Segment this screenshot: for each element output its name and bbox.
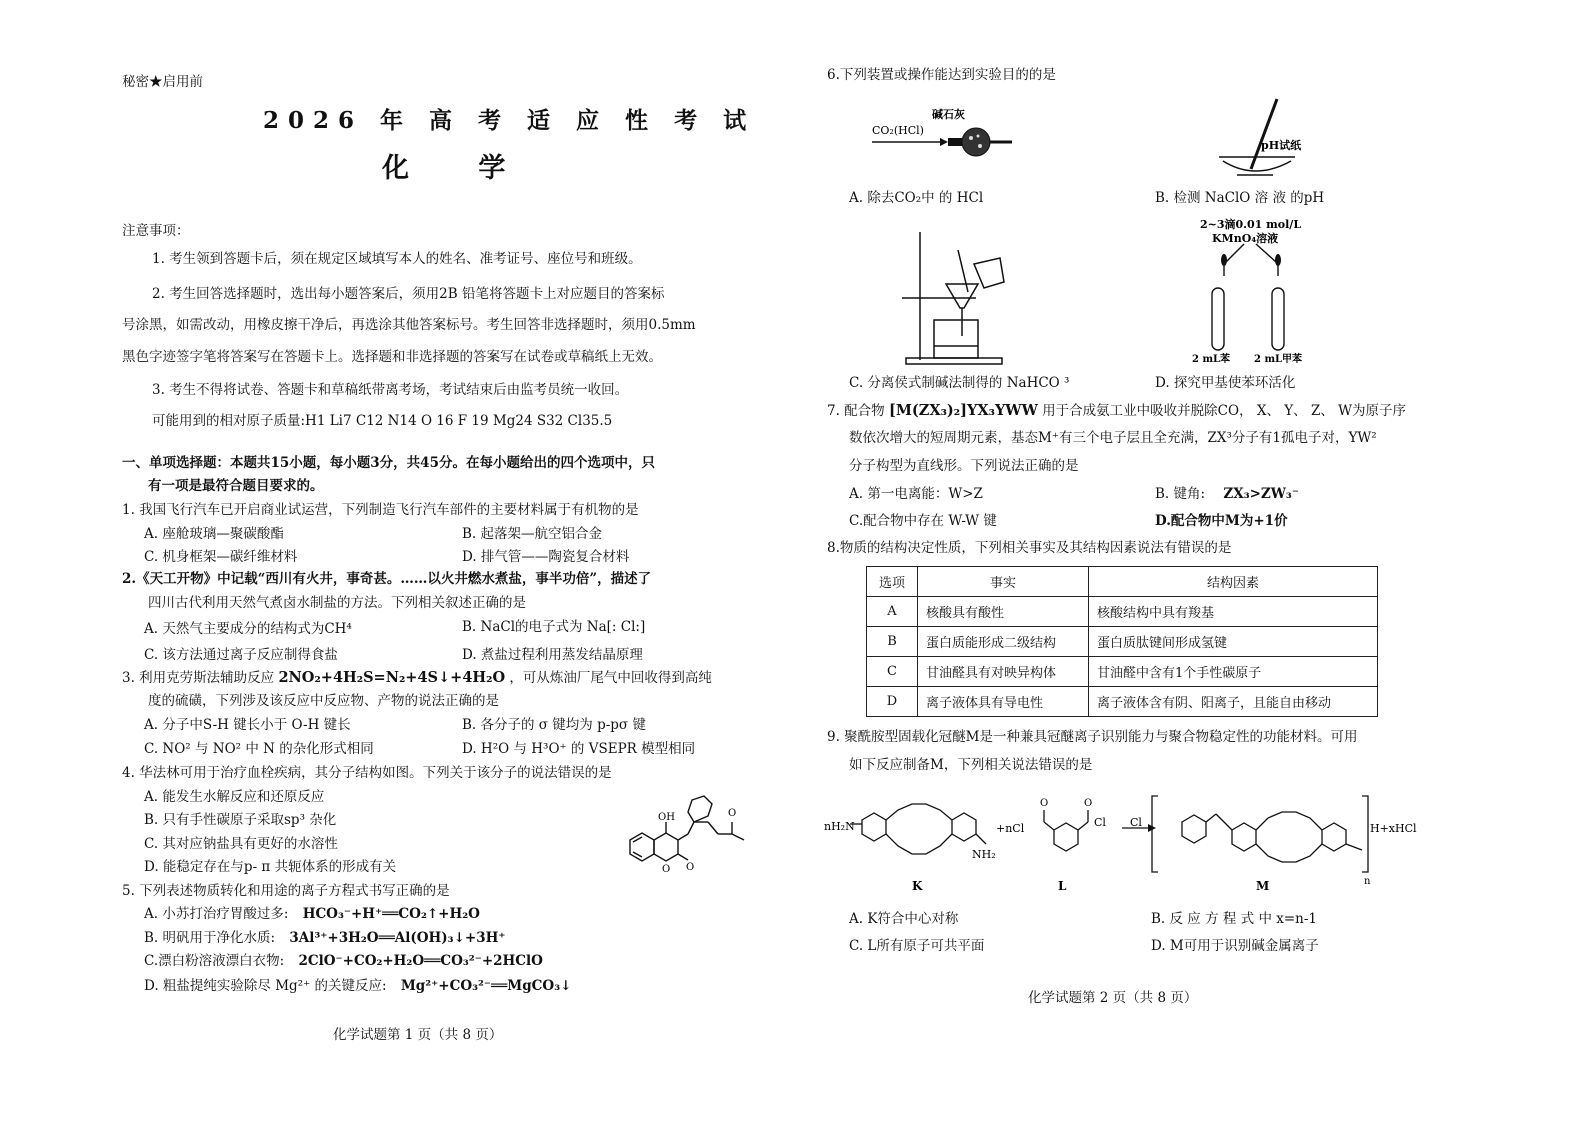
q7-option-b-text: B. 键角: [1155,486,1206,502]
q3-option-d: D. H²O 与 H³O⁺ 的 VSEPR 模型相同 [462,741,696,757]
q9-label-l: L [1058,879,1067,893]
notice-3: 3. 考生不得将试卷、答题卡和草稿纸带离考场，考试结束后由监考员统一收回。 [152,382,629,398]
q3-option-c: C. NO² 与 NO² 中 N 的杂化形式相同 [144,741,374,757]
notice-title: 注意事项： [122,223,190,239]
table-cell: 核酸具有酸性 [918,597,1089,627]
table-cell: D [867,687,918,717]
q7-option-b [1155,485,1299,503]
q3-stem-a: 3. 利用克劳斯法辅助反应 [122,670,275,686]
q7-stem-b: 用于合成氨工业中吸收并脱除CO， X、 Y、 Z、 W为原子序 [1042,403,1407,419]
q9-label-m: M [1256,879,1270,893]
q3-option-b: B. 各分子的 σ 键均为 p-pσ 键 [462,717,646,733]
svg-text:O: O [1084,798,1093,809]
q7-stem-2: 数依次增大的短周期元素，基态M⁺有三个电子层且全充满，ZX³分子有1孤电子对，YW² [849,430,1377,446]
svg-text:+nCl: +nCl [996,822,1025,835]
q7-option-c: C.配合物中存在 W-W 键 [849,513,997,529]
table-cell: B [867,627,918,657]
q7-option-a: A. 第一电离能：W>Z [849,486,983,502]
q7-stem [827,402,1406,420]
table-row [867,597,1378,627]
q4-option-c: C. 其对应钠盐具有更好的水溶性 [144,836,338,852]
notice-2b: 号涂黑，如需改动，用橡皮擦干净后，再选涂其他答案标号。考生回答非选择题时，须用0.5mm [122,317,696,333]
table-cell: 离子液体含有阴、阳离子，且能自由移动 [1089,687,1378,717]
q3-equation: 2NO₂+4H₂S=N₂+4S↓+4H₂O [278,669,506,686]
atomic-masses: 可能用到的相对原子质量:H1 Li7 C12 N14 O 16 F 19 Mg24 S32 Cl35.5 [152,413,613,429]
svg-text:O: O [662,864,671,875]
table-cell: 甘油醛中含有1个手性碳原子 [1089,657,1378,687]
notice-2: 2. 考生回答选择题时，选出每小题答案后，须用2B 铅笔将答题卡上对应题目的答案标 [152,286,665,302]
page-1-footer: 化学试题第 1 页（共 8 页） [333,1027,503,1043]
q8-table [866,566,1378,717]
secret-mark: 秘密★启用前 [122,74,203,90]
q4-option-b: B. 只有手性碳原子采取sp³ 杂化 [144,812,337,828]
q5-option-d-eq: Mg²⁺+CO₃²⁻══MgCO₃↓ [400,978,572,994]
q9-option-b: B. 反 应 方 程 式 中 x=n-1 [1151,911,1318,927]
q7-formula: [M(ZX₃)₂]YX₃YWW [888,402,1038,419]
q5-option-b-eq: 3Al³⁺+3H₂O══Al(OH)₃↓+3H⁺ [289,930,506,946]
q6-option-b: B. 检测 NaClO 溶 液 的pH [1155,190,1325,206]
q6-fig-a-gas: CO₂(HCl) [872,124,924,137]
q2-option-d: D. 煮盐过程利用蒸发结晶原理 [462,647,643,663]
svg-text:O: O [728,808,737,819]
notice-1: 1. 考生领到答题卡后，须在规定区域填写本人的姓名、准考证号、座位号和班级。 [152,251,642,267]
table-cell: 核酸结构中具有羧基 [1089,597,1378,627]
q1-option-b: B. 起落架—航空铝合金 [462,526,603,542]
q1-option-c: C. 机身框架—碳纤维材料 [144,549,298,565]
q9-option-a: A. K符合中心对称 [849,911,959,927]
table-row [867,627,1378,657]
q7-stem-a: 7. 配合物 [827,403,885,419]
q9-stem: 9. 聚酰胺型固载化冠醚M是一种兼具冠醚离子识别能力与聚合物稳定性的功能材料。可用 [827,729,1358,745]
q4-option-a: A. 能发生水解反应和还原反应 [144,789,325,805]
svg-text:Cl: Cl [1094,816,1106,829]
q5-option-c-eq: 2ClO⁻+CO₂+H₂O══CO₃²⁻+2HClO [298,953,543,969]
warfarin-structure-image [622,778,762,878]
q1-stem: 1. 我国飞行汽车已开启商业试运营，下列制造飞行汽车部件的主要材料属于有机物的是 [122,502,639,518]
subject-title: 化 学 [382,153,536,184]
section-1-heading: 一、单项选择题：本题共15小题，每小题3分，共45分。在每小题给出的四个选项中，只 [122,455,655,471]
svg-text:nH₂N: nH₂N [824,820,855,833]
q5-option-a-eq: HCO₃⁻+H⁺══CO₂↑+H₂O [302,906,480,922]
q3-option-a: A. 分子中S-H 键长小于 O-H 键长 [144,717,351,733]
q6-figure-b [1215,95,1325,180]
page-2-footer: 化学试题第 2 页（共 8 页） [1028,990,1198,1006]
q6-fig-d-label1: 2~3滴0.01 mol/L [1200,218,1302,231]
section-1-heading-2: 有一项是最符合题目要求的。 [148,478,324,494]
notice-2c: 黑色字迹签字笔将答案写在答题卡上。选择题和非选择题的答案写在试卷或草稿纸上无效。 [122,349,662,365]
q6-stem: 6.下列装置或操作能达到实验目的的是 [827,67,1056,83]
svg-text:n: n [1364,876,1371,887]
q5-stem: 5. 下列表述物质转化和用途的离子方程式书写正确的是 [122,883,450,899]
q7-option-b-eq: ZX₃>ZW₃⁻ [1223,486,1299,502]
q6-fig-d-label2: KMnO₄溶液 [1212,232,1279,245]
q6-fig-a-label: 碱石灰 [932,108,965,121]
table-row [867,687,1378,717]
q2-option-c: C. 该方法通过离子反应制得食盐 [144,647,338,663]
q6-option-c: C. 分离侯式制碱法制得的 NaHCO ³ [849,375,1070,391]
q6-figure-a [870,104,1030,164]
q5-option-c-text: C.漂白粉溶液漂白衣物: [144,953,285,969]
q9-stem-2: 如下反应制备M，下列相关说法错误的是 [849,757,1093,773]
q6-fig-d-tube2: 2 mL甲苯 [1254,354,1303,365]
q3-stem-2: 度的硫磺，下列涉及该反应中反应物、产物的说法正确的是 [148,693,499,709]
exam-title: 2026 年 高 考 适 应 性 考 试 [263,107,756,134]
q6-figure-d [1190,216,1320,366]
q9-reaction-scheme [822,790,1432,895]
q3-stem [122,669,712,687]
q3-stem-b: ，可从炼油厂尾气中回收得到高纯 [509,670,712,686]
q5-option-a-text: A. 小苏打治疗胃酸过多: [144,906,289,922]
q6-fig-b-label: pH试纸 [1261,139,1302,152]
q6-figure-c [898,228,1010,368]
q5-option-b [144,929,506,947]
svg-text:H+xHCl: H+xHCl [1370,822,1417,835]
q4-option-d: D. 能稳定存在与p- π 共轭体系的形成有关 [144,859,397,875]
q2-stem-2: 四川古代利用天然气煮卤水制盐的方法。下列相关叙述正确的是 [148,595,526,611]
q4-stem: 4. 华法林可用于治疗血栓疾病，其分子结构如图。下列关于该分子的说法错误的是 [122,765,612,781]
q9-label-k: K [912,879,923,893]
table-header-cell: 结构因素 [1089,567,1378,597]
table-cell: 蛋白质能形成二级结构 [918,627,1089,657]
q2-option-a: A. 天然气主要成分的结构式为CH⁴ [144,621,352,637]
q2-option-b: B. NaCl的电子式为 Na[: Cl:] [462,619,646,635]
table-header-row [867,567,1378,597]
table-cell: C [867,657,918,687]
table-header-cell: 选项 [867,567,918,597]
q5-option-a [144,905,480,923]
svg-text:Cl: Cl [1130,816,1142,829]
table-cell: 甘油醛具有对映异构体 [918,657,1089,687]
table-cell: A [867,597,918,627]
q8-stem: 8.物质的结构决定性质，下列相关事实及其结构因素说法有错误的是 [827,540,1232,556]
q5-option-b-text: B. 明矾用于净化水质: [144,930,276,946]
q5-option-c [144,952,543,970]
svg-text:OH: OH [658,812,675,823]
q6-fig-d-tube1: 2 mL苯 [1192,354,1231,365]
svg-text:NH₂: NH₂ [972,848,996,861]
q7-option-d: D.配合物中M为+1价 [1155,513,1288,529]
table-cell: 离子液体具有导电性 [918,687,1089,717]
q1-option-d: D. 排气管——陶瓷复合材料 [462,549,630,565]
q9-option-c: C. L所有原子可共平面 [849,938,985,954]
q6-option-d: D. 探究甲基使苯环活化 [1155,375,1296,391]
q5-option-d [144,977,571,995]
table-cell: 蛋白质肽键间形成氢键 [1089,627,1378,657]
q9-option-d: D. M可用于识别碱金属离子 [1151,938,1319,954]
q6-option-a: A. 除去CO₂中 的 HCl [849,190,984,206]
svg-text:O: O [686,862,695,873]
table-row [867,657,1378,687]
q2-stem: 2.《天工开物》中记载“西川有火井，事奇甚。……以火井燃水煮盐，事半功倍”，描述了 [122,571,652,587]
q7-stem-3: 分子构型为直线形。下列说法正确的是 [849,458,1079,474]
table-header-cell: 事实 [918,567,1089,597]
q5-option-d-text: D. 粗盐提纯实验除尽 Mg²⁺ 的关键反应: [144,978,387,994]
q1-option-a: A. 座舱玻璃—聚碳酸酯 [144,526,284,542]
svg-text:O: O [1040,798,1049,809]
